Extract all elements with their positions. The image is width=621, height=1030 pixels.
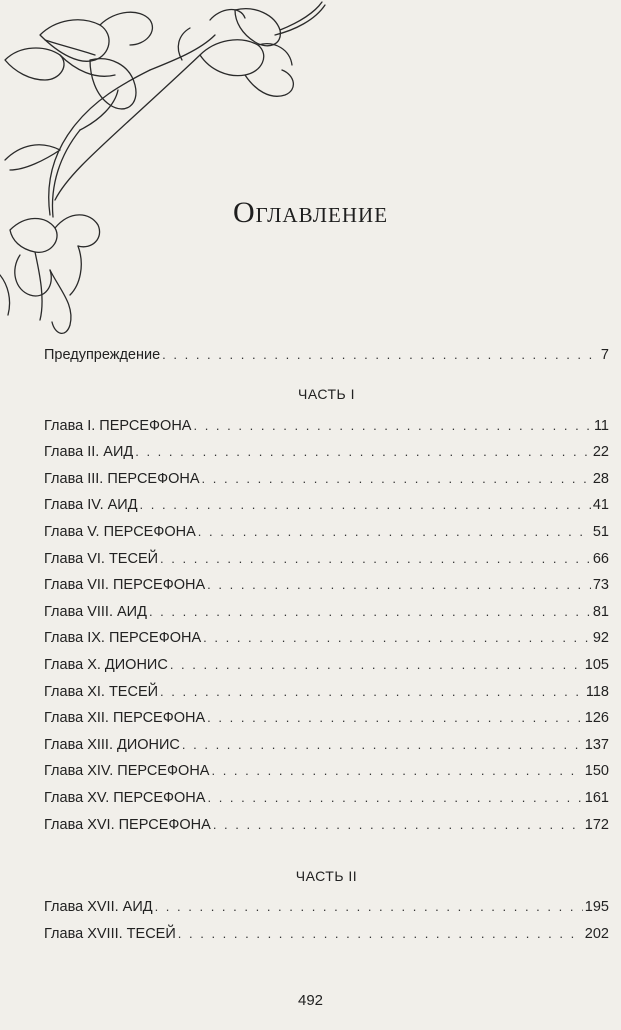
toc-entry[interactable] [44, 439, 609, 466]
part1-chapter-list [44, 413, 609, 839]
dot-leader [149, 599, 591, 626]
dot-leader [202, 466, 591, 493]
dot-leader [140, 492, 591, 519]
toc-preface[interactable] [44, 342, 609, 369]
dot-leader [155, 894, 583, 921]
toc-page-number: 7 [600, 347, 609, 363]
iris-flower-illustration-icon [0, 0, 330, 340]
toc-page-number: 51 [592, 523, 609, 540]
toc-entry[interactable] [44, 705, 609, 732]
toc-page-number: 118 [585, 683, 609, 700]
toc-entry[interactable] [44, 785, 609, 812]
part-heading: ЧАСТЬ I [297, 385, 356, 402]
toc-entry[interactable] [44, 546, 609, 573]
toc-label: Глава X. ДИОНИС [44, 656, 168, 673]
toc-entry[interactable] [44, 812, 609, 839]
toc-page-number: 28 [592, 470, 609, 487]
toc-label: Глава IV. АИД [44, 497, 138, 514]
toc-page-number: 41 [592, 497, 609, 514]
page-number: 492 [297, 992, 324, 1009]
toc-page-number: 161 [584, 789, 609, 806]
toc-page-number: 73 [592, 577, 609, 594]
toc-entry[interactable] [44, 413, 609, 440]
toc-page-number: 126 [584, 710, 609, 727]
toc-label: Глава VII. ПЕРСЕФОНА [44, 577, 206, 594]
dot-leader [207, 572, 591, 599]
dot-leader [207, 785, 582, 812]
toc-entry[interactable] [44, 572, 609, 599]
toc-label: Глава I. ПЕРСЕФОНА [44, 417, 192, 434]
dot-leader [211, 758, 582, 785]
dot-leader [203, 625, 591, 652]
toc-page-number: 172 [584, 816, 609, 833]
toc-label: Глава III. ПЕРСЕФОНА [44, 470, 200, 487]
toc-page-number: 81 [592, 603, 609, 620]
dot-leader [198, 519, 591, 546]
toc-label: Глава XV. ПЕРСЕФОНА [44, 789, 206, 806]
toc-label: Глава XI. ТЕСЕЙ [44, 683, 159, 700]
toc-page-number: 137 [584, 736, 609, 753]
toc-label: Предупреждение [44, 347, 161, 363]
toc-label: Глава VIII. АИД [44, 603, 147, 620]
toc-entry[interactable] [44, 599, 609, 626]
toc-entry[interactable] [44, 732, 609, 759]
toc-entry[interactable] [44, 519, 609, 546]
table-of-contents [44, 342, 609, 947]
toc-entry[interactable] [44, 625, 609, 652]
toc-page-number: 66 [592, 550, 609, 567]
part-heading: ЧАСТЬ II [295, 868, 358, 885]
toc-label: Глава XIV. ПЕРСЕФОНА [44, 763, 210, 780]
toc-label: Глава XIII. ДИОНИС [44, 736, 180, 753]
dot-leader [160, 546, 591, 573]
toc-label: Глава V. ПЕРСЕФОНА [44, 523, 196, 540]
toc-entry[interactable] [44, 921, 609, 948]
part2-chapter-list [44, 894, 609, 947]
dot-leader [135, 439, 591, 466]
toc-page-number: 22 [592, 444, 609, 461]
toc-entry[interactable] [44, 894, 609, 921]
toc-page-number: 11 [593, 417, 609, 434]
toc-entry[interactable] [44, 492, 609, 519]
toc-entry[interactable] [44, 652, 609, 679]
dot-leader [160, 679, 584, 706]
toc-label: Глава XVI. ПЕРСЕФОНА [44, 816, 211, 833]
toc-entry[interactable] [44, 679, 609, 706]
toc-label: Глава XVII. АИД [44, 899, 153, 916]
dot-leader [193, 413, 591, 440]
toc-label: Глава IX. ПЕРСЕФОНА [44, 630, 202, 647]
page-title: Оглавление [232, 196, 389, 229]
toc-label: Глава VI. ТЕСЕЙ [44, 550, 159, 567]
toc-page-number: 202 [584, 925, 609, 942]
toc-page-number: 105 [584, 656, 609, 673]
toc-entry[interactable] [44, 466, 609, 493]
toc-label: Глава XVIII. ТЕСЕЙ [44, 925, 176, 942]
dot-leader [162, 342, 599, 369]
dot-leader [213, 812, 583, 839]
toc-page-number: 150 [584, 763, 609, 780]
dot-leader [178, 921, 583, 948]
dot-leader [170, 652, 583, 679]
toc-page-number: 195 [584, 899, 609, 916]
dot-leader [207, 705, 583, 732]
toc-label: Глава XII. ПЕРСЕФОНА [44, 710, 206, 727]
dot-leader [182, 732, 583, 759]
toc-page-number: 92 [592, 630, 609, 647]
toc-label: Глава II. АИД [44, 444, 134, 461]
toc-entry[interactable] [44, 758, 609, 785]
